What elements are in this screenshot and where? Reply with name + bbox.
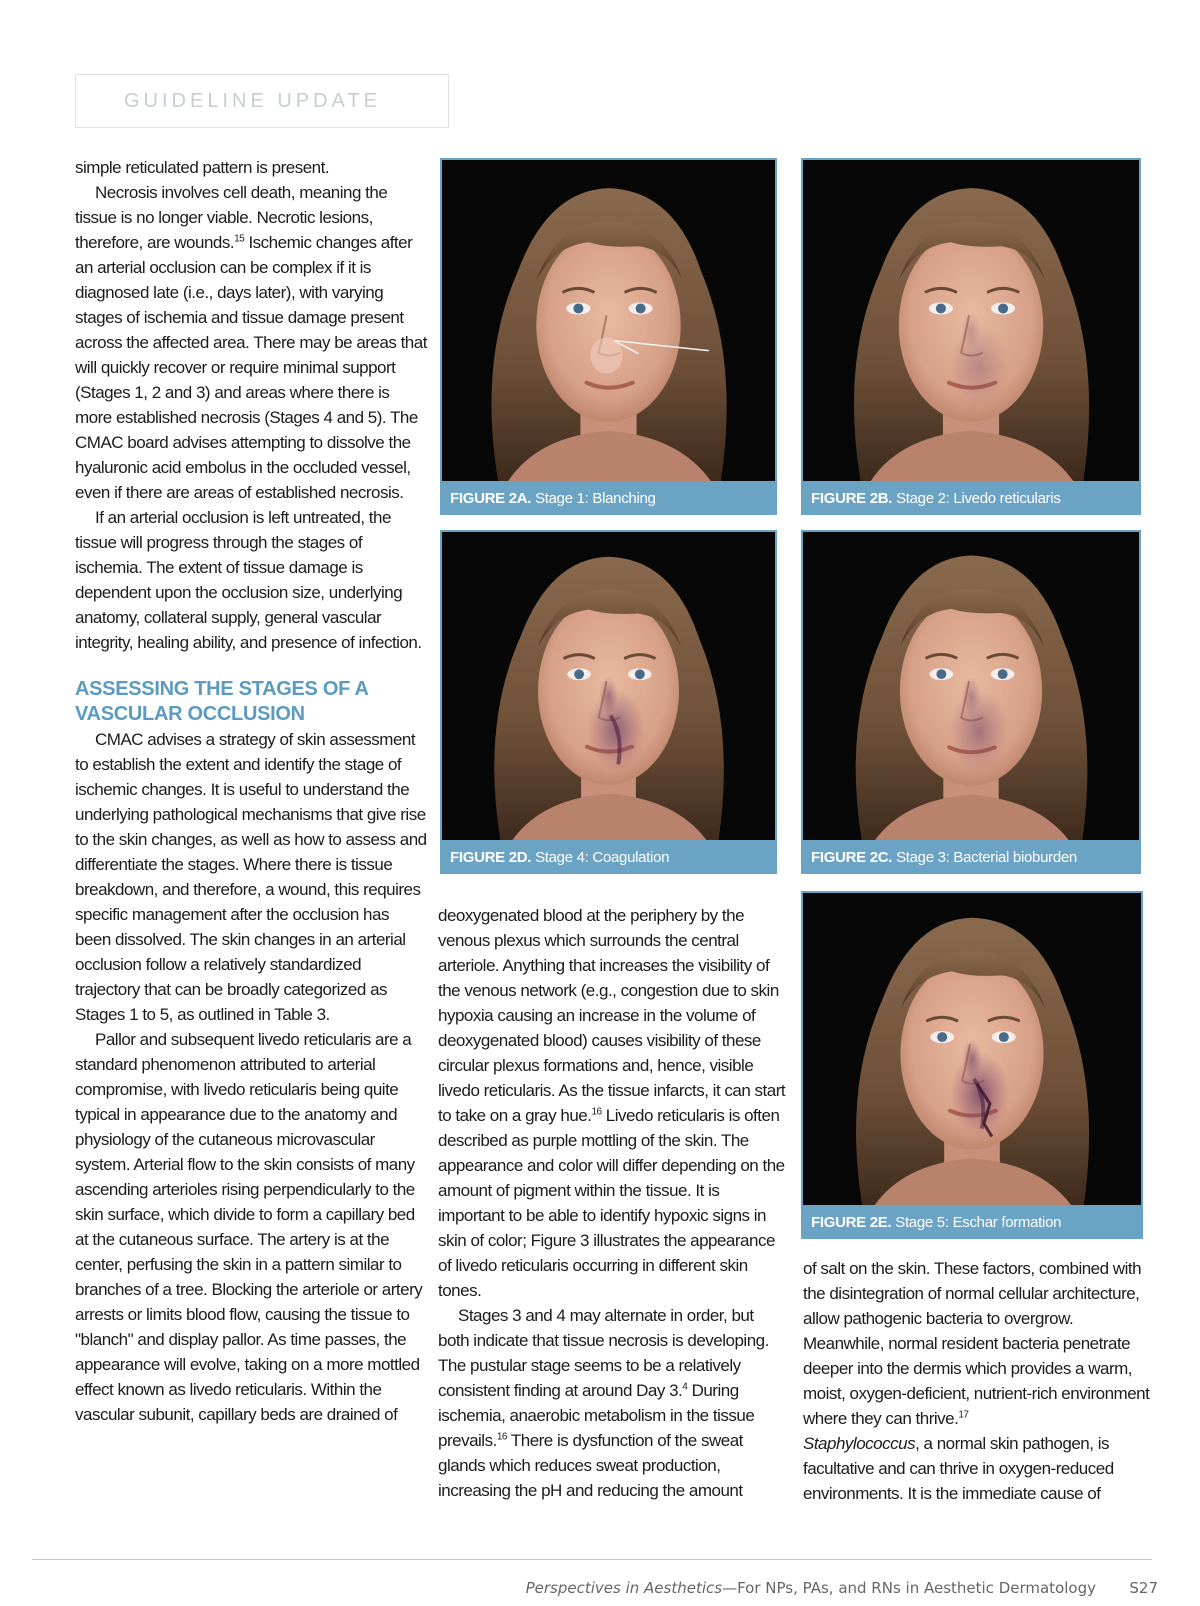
- figure-2c: [801, 530, 1141, 874]
- paragraph: If an arterial occlusion is left untreated, the tissue will progress through the stages of ischemia. The extent of tissue damage is dependent upon the occlusion size, underlying anatomy, collateral supply, general vascular integrity, healing ability, and presence of infection.: [75, 508, 422, 652]
- figure-photo: [803, 532, 1139, 840]
- reference-number: 15: [234, 233, 245, 245]
- figure-caption: FIGURE 2E. Stage 5: Eschar formation: [811, 1214, 1062, 1231]
- paragraph: Necrosis involves cell death, meaning the tissue is no longer viable. Necrotic lesions, therefore, are wounds.$^{15}$ Ischemic changes after an arterial occlusion can be complex if it is diagnosed late (i.e., days later), with varying stages of ischemia and tissue damage present across the affected area. There may be areas that will quickly recover or require minimal support (Stages 1, 2 and 3) and areas where there is more established necrosis (Stages 4 and 5). The CMAC board advises attempting to dissolve the hyaluronic acid embolus in the occluded vessel, even if there are areas of established necrosis.: [75, 183, 427, 502]
- journal-footer: Perspectives in Aesthetics—For NPs, PAs, and RNs in Aesthetic Dermatology: [525, 1579, 1096, 1597]
- paragraph: of salt on the skin. These factors, combined with the disintegration of normal cellular architecture, allow pathogenic bacteria to overgrow. Meanwhile, normal resident bacteria penetrate deeper into the dermis which provides a warm, moist, oxygen-deficient, nutrient-rich environment where they can thrive.$^{17}$ Staphylococcus, a normal skin pathogen, is facultative and can thrive in oxygen-reduced environments. It is the immediate cause of: [803, 1259, 1150, 1503]
- paragraph: CMAC advises a strategy of skin assessment to establish the extent and identify the stage of ischemic changes. It is useful to understand the underlying pathological mechanisms that give rise to the skin changes, as well as how to assess and differentiate the stages. Where there is tissue breakdown, and therefore, a wound, this requires specific management after the occlusion has been dissolved. The skin changes in an arterial occlusion follow a relatively standardized trajectory that can be broadly categorized as Stages 1 to 5, as outlined in Table 3.: [75, 730, 427, 1024]
- face-photo-illustration: [442, 160, 775, 481]
- figure-photo: [803, 160, 1139, 481]
- paragraph: deoxygenated blood at the periphery by the venous plexus which surrounds the central arteriole. Anything that increases the visibility of the venous network (e.g., congestion due to skin hypoxia causing an increase in the volume of deoxygenated blood) causes visibility of these circular plexus formations and, hence, visible livedo reticularis. As the tissue infarcts, it can start to take on a gray hue.$^{16}$ Livedo reticularis is often described as purple mottling of the skin. The appearance and color will differ depending on the amount of pigment within the tissue. It is important to be able to identify hypoxic signs in skin of color; Figure 3 illustrates the appearance of livedo reticularis occurring in different skin tones.: [438, 906, 786, 1300]
- text-column-2: [438, 903, 786, 1503]
- reference-number: 4: [682, 1381, 688, 1393]
- face-photo-illustration: [442, 532, 775, 840]
- figure-photo: [442, 160, 775, 481]
- figure-caption: FIGURE 2A. Stage 1: Blanching: [450, 490, 656, 507]
- paragraph: Stages 3 and 4 may alternate in order, but both indicate that tissue necrosis is developing. The pustular stage seems to be a relatively consistent finding at around Day 3.$^4$ During ischemia, anaerobic metabolism in the tissue prevails.$^{16}$ There is dysfunction of the sweat glands which reduces sweat production, increasing the pH and reducing the amount: [438, 1306, 769, 1500]
- figure-2d: [440, 530, 777, 874]
- section-header-box: [75, 74, 449, 128]
- figure-caption: FIGURE 2B. Stage 2: Livedo reticularis: [811, 490, 1061, 507]
- page-number: S27: [1129, 1579, 1158, 1597]
- figure-2b: [801, 158, 1141, 515]
- face-photo-illustration: [803, 532, 1139, 840]
- section-heading: ASSESSING THE STAGES OF A VASCULAR OCCLUSION: [75, 678, 368, 725]
- face-photo-illustration: [803, 893, 1141, 1205]
- reference-number: 16: [591, 1106, 602, 1118]
- figure-caption: FIGURE 2C. Stage 3: Bacterial bioburden: [811, 849, 1077, 866]
- italic-term: Staphylococcus: [803, 1434, 916, 1453]
- paragraph: Pallor and subsequent livedo reticularis are a standard phenomenon attributed to arterial compromise, with livedo reticularis being quite typical in appearance due to the anatomy and physiology of the cutaneous microvascular system. Arterial flow to the skin consists of many ascending arterioles rising perpendicularly to the skin surface, which divide to form a capillary bed at the cutaneous surface. The artery is at the center, perfusing the skin in a pattern similar to branches of a tree. Blocking the arteriole or artery arrests or limits blood flow, causing the tissue to "blanch" and display pallor. As time passes, the appearance will evolve, taking on a more mottled effect known as livedo reticularis. Within the vascular subunit, capillary beds are drained of: [75, 1030, 423, 1424]
- reference-number: 16: [496, 1431, 507, 1443]
- text-column-1: [75, 155, 427, 1427]
- figure-photo: [803, 893, 1141, 1205]
- paragraph: simple reticulated pattern is present.: [75, 158, 330, 177]
- face-photo-illustration: [803, 160, 1139, 481]
- section-header-label: GUIDELINE UPDATE: [124, 89, 381, 112]
- reference-number: 17: [958, 1409, 969, 1421]
- figure-caption: FIGURE 2D. Stage 4: Coagulation: [450, 849, 670, 866]
- figure-2e: [801, 891, 1143, 1239]
- footer-divider: [32, 1559, 1152, 1560]
- text-column-3: [803, 1256, 1151, 1506]
- figure-photo: [442, 532, 775, 840]
- figure-2a: [440, 158, 777, 515]
